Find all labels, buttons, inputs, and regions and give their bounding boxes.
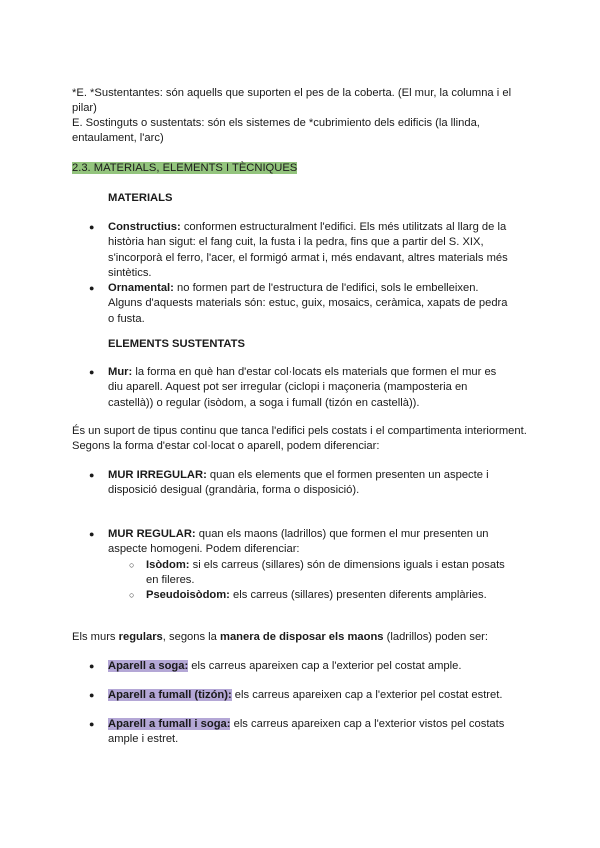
text-run: (ladrillos) poden ser: [383, 631, 488, 643]
list-item [72, 365, 512, 411]
item-text: conformen estructuralment l'edifici. Els més utilitzats al llarg de la història han sigut: el fang cuit, la fusta i la pedra, fins que a partir del S. XIX, s'incorporà el ferro, l'acer, el formigó armat i, més endavant, altres materials més sintètics. [108, 221, 508, 279]
aparell-soga-list [72, 659, 512, 674]
item-term: Aparell a fumall i soga: [108, 718, 231, 730]
item-text: quan els maons (ladrillos) que formen el mur presenten un aspecte homogeni. Podem diferenciar: [108, 528, 489, 556]
intro-sostinguts: E. Sostinguts o sustentats: són els sistemes de *cubrimiento dels edificis (la llinda, entaulament, l'arc) [72, 117, 480, 145]
list-item [72, 659, 512, 674]
item-text: els carreus apareixen cap a l'exterior vistos pel costats ample i estret. [108, 718, 505, 746]
regular-list [72, 527, 512, 603]
irregular-list [72, 468, 512, 499]
materials-heading: MATERIALS [108, 192, 173, 204]
text-run-bold: regulars [118, 631, 163, 643]
text-run: Els murs [72, 631, 119, 643]
item-text: quan els elements que el formen presenten un aspecte i disposició desigual (grandària, forma o disposició). [108, 469, 489, 497]
item-term: Pseudoisòdom: [146, 589, 230, 602]
murs-regulars-paragraph [72, 630, 534, 645]
sub-list-item [108, 588, 512, 603]
item-term: Isòdom: [146, 558, 190, 571]
list-item [72, 527, 512, 603]
elements-heading: ELEMENTS SUSTENTATS [108, 338, 245, 350]
item-term: Aparell a fumall (tizón): [108, 689, 232, 701]
intro-sustentants: *E. *Sustentantes: són aquells que suporten el pes de la coberta. (El mur, la columna i el pilar) [72, 87, 512, 115]
sub-list-item [108, 558, 512, 589]
mur-list [72, 365, 512, 411]
item-text: si els carreus (sillares) són de dimensions iguals i estan posats en fileres. [146, 558, 505, 586]
list-item [72, 717, 512, 748]
list-item [72, 281, 512, 327]
suport-paragraph: És un suport de tipus continu que tanca l'edifici pels costats i el compartimenta interiorment. Segons la forma d'estar col·locat o aparell, podem diferenciar: [72, 425, 527, 453]
aparell-fumall-soga-list [72, 717, 512, 748]
item-term: Mur: [108, 366, 133, 378]
text-run: , segons la [162, 631, 220, 643]
materials-list [72, 220, 512, 327]
item-term: Aparell a soga: [108, 660, 189, 672]
list-item [72, 468, 512, 499]
section-title [72, 161, 297, 176]
item-text: els carreus apareixen cap a l'exterior pel costat ample. [188, 660, 462, 672]
aparell-fumall-list [72, 688, 512, 703]
item-term: Ornamental: [108, 282, 174, 295]
item-term: MUR IRREGULAR: [108, 469, 207, 481]
item-text: la forma en què han d'estar col·locats els materials que formen el mur es diu aparell. Aquest pot ser irregular (ciclopi i maçoneria (mamposteria en castellà)) o regular (isòdom, a soga i fumall (tizón en castellà)). [108, 366, 497, 409]
list-item [72, 220, 512, 281]
item-text: els carreus apareixen cap a l'exterior pel costat estret. [231, 689, 503, 701]
list-item [72, 688, 512, 703]
section-title-text: 2.3. MATERIALS, ELEMENTS I TÈCNIQUES [72, 162, 298, 174]
item-text: no formen part de l'estructura de l'edifici, sols le embelleixen. Alguns d'aquests materials són: estuc, guix, mosaics, ceràmica, xapats de pedra o fusta. [108, 282, 508, 325]
item-term: Constructius: [108, 221, 181, 233]
item-term: MUR REGULAR: [108, 528, 196, 540]
text-run-bold: manera de disposar els maons [220, 631, 384, 643]
item-text: els carreus (sillares) presenten diferents amplàries. [229, 589, 487, 602]
regular-sublist [108, 558, 512, 604]
